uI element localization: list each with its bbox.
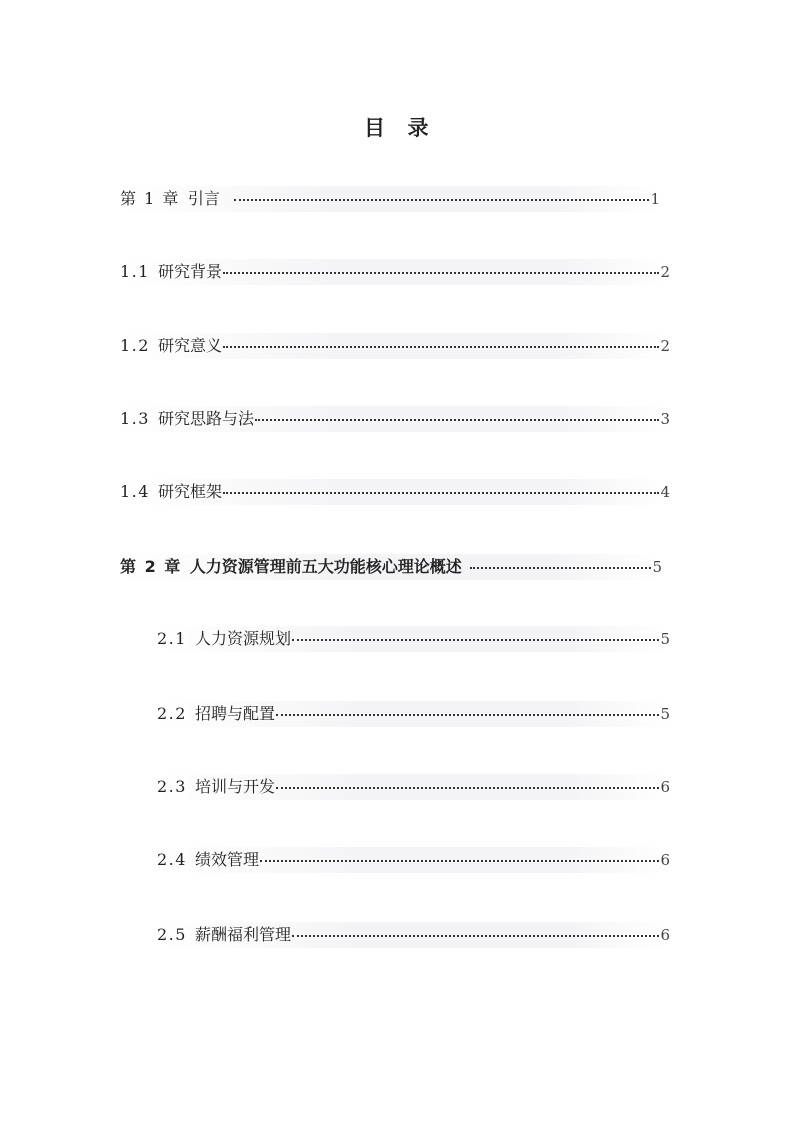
toc-entry-label	[120, 186, 220, 212]
toc-entry-2-2[interactable]	[157, 701, 670, 727]
toc-entry-1-3[interactable]	[120, 406, 670, 432]
toc-entry-label	[157, 774, 275, 800]
toc-title-left: 目	[364, 116, 386, 140]
toc-entry-text: 引言	[187, 189, 220, 208]
dot-leader	[255, 419, 659, 421]
toc-entry-label	[120, 259, 222, 285]
toc-title	[0, 112, 793, 142]
toc-entry-page: 2	[660, 337, 670, 355]
toc-entry-number: 2.4	[157, 850, 187, 869]
toc-entry-page: 2	[660, 263, 670, 281]
toc-entry-page: 4	[660, 483, 670, 501]
toc-entry-text: 绩效管理	[194, 850, 259, 869]
toc-entry-text: 研究框架	[157, 482, 222, 501]
toc-entry-2-4[interactable]	[157, 847, 670, 873]
toc-entry-number: 2.3	[157, 777, 187, 796]
toc-entry-label	[120, 333, 222, 359]
toc-entry-number: 2.1	[157, 629, 187, 648]
toc-entry-text: 招聘与配置	[194, 704, 275, 723]
toc-entry-label	[120, 554, 462, 580]
toc-entry-1-1[interactable]	[120, 259, 670, 285]
toc-entry-1-4[interactable]	[120, 479, 670, 505]
toc-entry-text: 人力资源规划	[194, 629, 291, 648]
toc-entry-number: 2.5	[157, 925, 187, 944]
toc-entry-page: 1	[650, 190, 660, 208]
dot-leader	[292, 639, 659, 641]
dot-leader	[223, 346, 659, 348]
toc-entry-page: 6	[660, 778, 670, 796]
toc-entry-label	[120, 479, 222, 505]
toc-entry-label	[157, 701, 275, 727]
toc-entry-page: 6	[660, 926, 670, 944]
toc-entry-number: 1.1	[120, 262, 150, 281]
toc-entry-number: 1.4	[120, 482, 150, 501]
toc-entry-page: 6	[660, 851, 670, 869]
toc-entry-text: 培训与开发	[194, 777, 275, 796]
toc-entry-text: 研究思路与法	[157, 409, 254, 428]
toc-entry-text: 研究意义	[157, 336, 222, 355]
toc-entry-page: 5	[660, 705, 670, 723]
toc-entry-label	[157, 922, 291, 948]
toc-entry-chapter-1[interactable]	[120, 186, 660, 212]
toc-entry-2-1[interactable]	[157, 626, 670, 652]
toc-entry-page: 5	[652, 558, 662, 576]
dot-leader	[292, 935, 659, 937]
toc-entry-1-2[interactable]	[120, 333, 670, 359]
dot-leader	[234, 199, 650, 201]
toc-entry-2-5[interactable]	[157, 922, 670, 948]
toc-entry-label	[157, 626, 291, 652]
toc-entry-number: 2.2	[157, 704, 187, 723]
toc-entry-text: 薪酬福利管理	[194, 925, 291, 944]
toc-entry-number: 1.3	[120, 409, 150, 428]
dot-leader	[470, 567, 652, 569]
toc-entry-chapter-2[interactable]	[120, 554, 662, 580]
dot-leader	[223, 492, 659, 494]
toc-entry-label	[120, 406, 254, 432]
dot-leader	[276, 787, 659, 789]
toc-entry-number: 第 1 章	[120, 189, 180, 208]
toc-entry-number: 第 2 章	[120, 557, 182, 576]
toc-entry-page: 5	[660, 630, 670, 648]
dot-leader	[260, 860, 659, 862]
dot-leader	[276, 714, 659, 716]
toc-entry-number: 1.2	[120, 336, 150, 355]
toc-entry-text: 人力资源管理前五大功能核心理论概述	[189, 557, 462, 576]
toc-entry-2-3[interactable]	[157, 774, 670, 800]
toc-entry-label	[157, 847, 259, 873]
toc-entry-page: 3	[660, 410, 670, 428]
dot-leader	[223, 272, 659, 274]
toc-entry-text: 研究背景	[157, 262, 222, 281]
toc-title-right: 录	[407, 116, 429, 140]
